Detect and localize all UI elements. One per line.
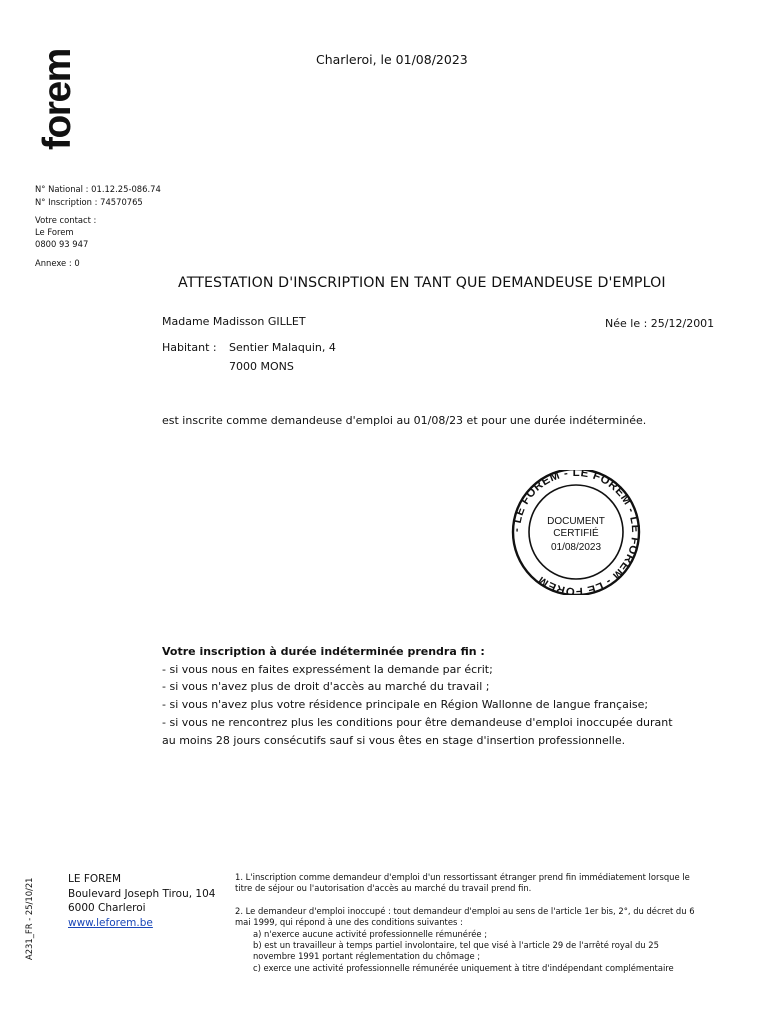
condition-item: - si vous nous en faites expressément la demande par écrit; bbox=[162, 662, 493, 676]
stamp-date: 01/08/2023 bbox=[550, 542, 602, 553]
footnote-1: 1. L'inscription comme demandeur d'emploi d'un ressortissant étranger prend fin immédiatement lorsque le titre de séjour ou l'autorisation d'accès au marché du travail prend fin. bbox=[235, 872, 690, 894]
footer-street: Boulevard Joseph Tirou, 104 bbox=[68, 887, 216, 900]
stamp-line-1: DOCUMENT bbox=[547, 516, 605, 527]
contact-label: Votre contact : bbox=[35, 215, 97, 225]
person-name: Madame Madisson GILLET bbox=[162, 315, 306, 328]
logo-text: forem bbox=[36, 49, 79, 150]
footer-city: 6000 Charleroi bbox=[68, 902, 146, 914]
place-date: Charleroi, le 01/08/2023 bbox=[316, 52, 468, 67]
document-title: ATTESTATION D'INSCRIPTION EN TANT QUE DEMANDEUSE D'EMPLOI bbox=[178, 275, 666, 291]
contact-name: Le Forem bbox=[35, 227, 74, 237]
condition-item: au moins 28 jours consécutifs sauf si vous êtes en stage d'insertion professionnelle. bbox=[162, 733, 626, 747]
condition-item: - si vous n'avez plus votre résidence principale en Région Wallonne de langue française; bbox=[162, 698, 649, 712]
habitant-label: Habitant : bbox=[162, 341, 217, 354]
footnote-2b: b) est un travailleur à temps partiel involontaire, tel que visé à l'article 29 de l'arrêté royal du 25 novembre 1991 portant réglementation du chômage ; bbox=[253, 940, 659, 962]
forem-logo bbox=[18, 30, 90, 156]
condition-item: - si vous ne rencontrez plus les conditions pour être demandeuse d'emploi inoccupée durant bbox=[162, 715, 673, 729]
footnote-2: 2. Le demandeur d'emploi inoccupé : tout demandeur d'emploi au sens de l'article 1er bis, 2°, du décret du 6 mai 1999, qui répond à une des conditions suivantes : bbox=[235, 905, 695, 928]
inscription-number: N° Inscription : 74570765 bbox=[35, 197, 143, 207]
address-street: Sentier Malaquin, 4 bbox=[229, 341, 336, 354]
footer-address bbox=[68, 872, 215, 930]
condition-item: - si vous n'avez plus de droit d'accès au marché du travail ; bbox=[162, 680, 490, 694]
footnote-2a: a) n'exerce aucune activité professionnelle rémunérée ; bbox=[253, 928, 488, 939]
footer-org: LE FOREM bbox=[68, 873, 122, 885]
footnotes bbox=[235, 872, 703, 974]
footnote-2c: c) exerce une activité professionnelle rémunérée uniquement à titre d'indépendant complémentaire bbox=[253, 962, 674, 973]
annexe-count: Annexe : 0 bbox=[35, 258, 80, 268]
national-number: N° National : 01.12.25-086.74 bbox=[35, 184, 161, 194]
conditions-heading: Votre inscription à durée indéterminée prendra fin : bbox=[162, 645, 485, 658]
form-code: A231_FR - 25/10/21 bbox=[24, 877, 34, 960]
end-conditions bbox=[162, 643, 673, 749]
stamp-ring-text: - LE FOREM - LE FOREM - LE FOREM - LE FOREM bbox=[510, 470, 642, 595]
birth-date: Née le : 25/12/2001 bbox=[605, 317, 715, 330]
website-link[interactable]: www.leforem.be bbox=[68, 916, 153, 929]
certification-stamp bbox=[506, 470, 646, 595]
stamp-line-2: CERTIFIÉ bbox=[553, 528, 599, 539]
contact-phone: 0800 93 947 bbox=[35, 239, 89, 249]
inscription-statement: est inscrite comme demandeuse d'emploi au 01/08/23 et pour une durée indéterminée. bbox=[162, 414, 647, 427]
address-city: 7000 MONS bbox=[229, 360, 294, 373]
